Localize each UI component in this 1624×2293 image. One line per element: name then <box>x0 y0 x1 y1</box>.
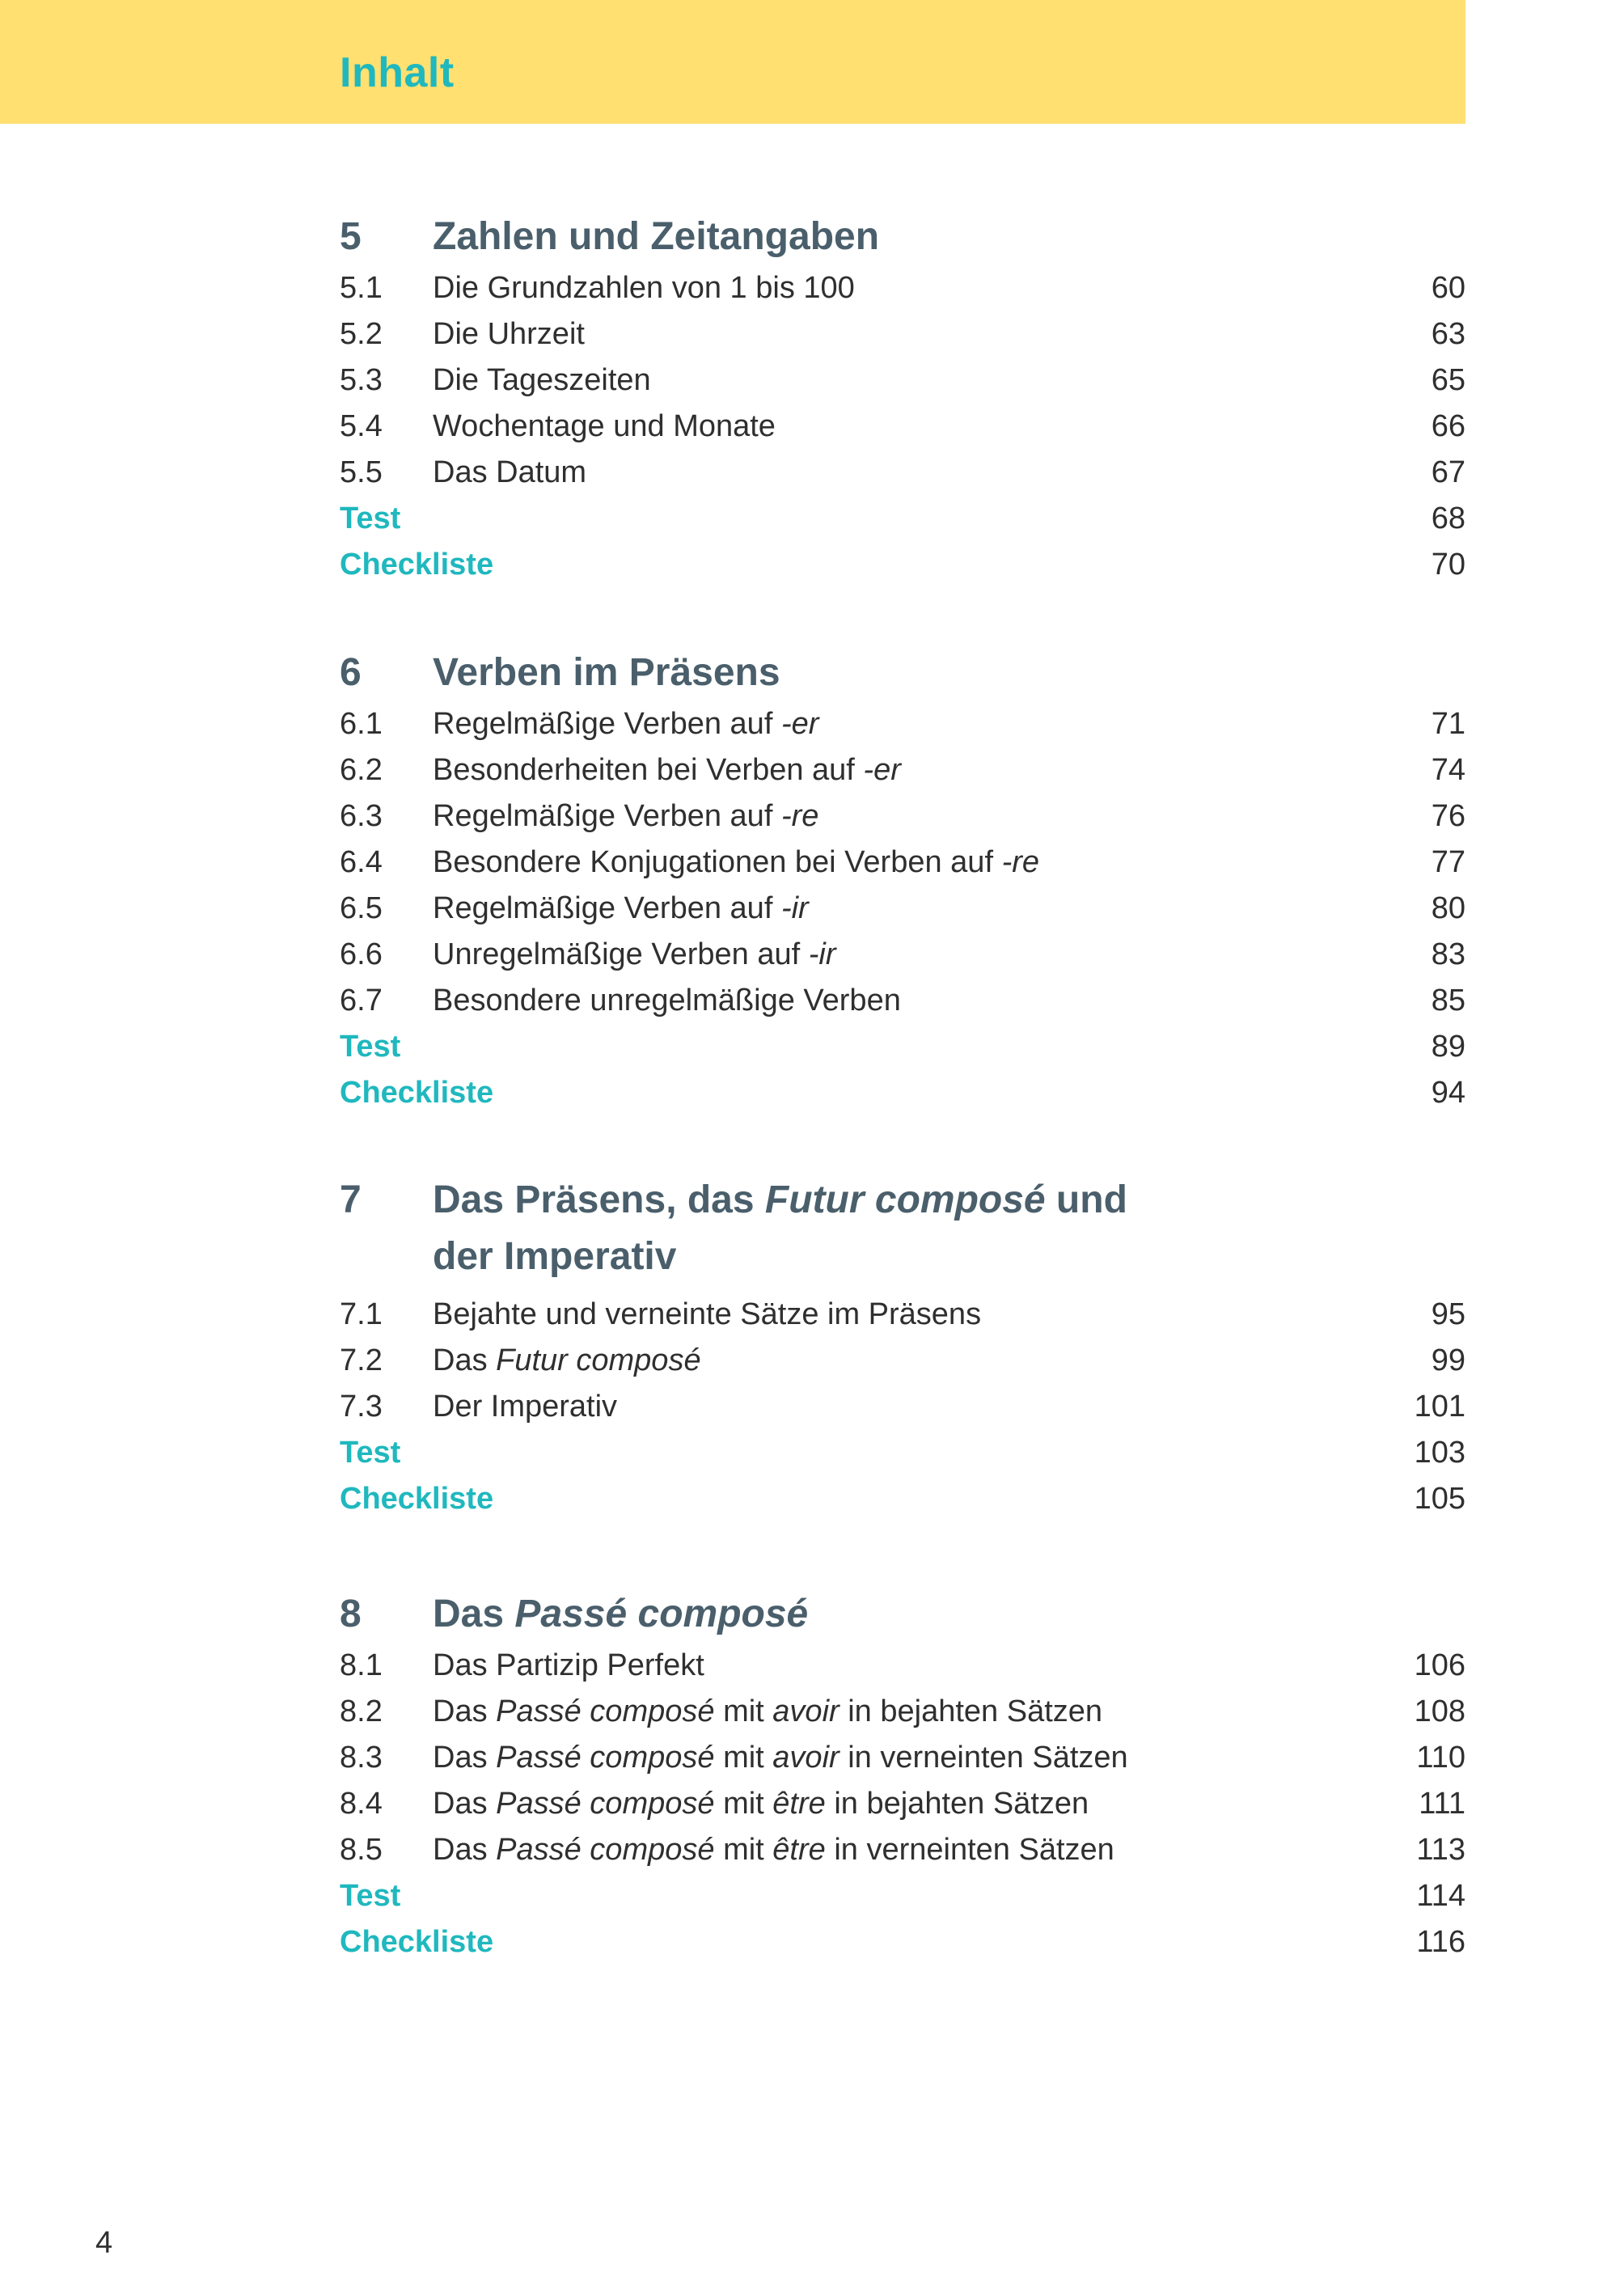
section-title: Das Datum <box>433 455 587 489</box>
page-ref: 63 <box>1431 317 1465 351</box>
section-number: 6.1 <box>340 707 383 741</box>
page-ref: 110 <box>1416 1741 1465 1775</box>
section-title: Bejahte und verneinte Sätze im Präsens <box>433 1297 982 1331</box>
section-number: 5.4 <box>340 409 383 443</box>
page-ref: 95 <box>1431 1297 1465 1331</box>
section-title: Regelmäßige Verben auf -ir <box>433 891 809 925</box>
toc-test-entry[interactable] <box>340 1024 1465 1070</box>
page-ref: 108 <box>1414 1694 1465 1728</box>
section-title: Besondere unregelmäßige Verben <box>433 984 901 1017</box>
section-number: 8.2 <box>340 1694 383 1728</box>
toc-entry[interactable] <box>340 357 1465 404</box>
page-ref: 60 <box>1431 271 1465 305</box>
toc-entry[interactable] <box>340 1827 1465 1873</box>
page-ref: 105 <box>1414 1482 1465 1516</box>
toc-entry[interactable] <box>340 701 1465 747</box>
section-number: 6.7 <box>340 984 383 1017</box>
section-number: 7.3 <box>340 1390 383 1424</box>
page-ref: 85 <box>1431 984 1465 1017</box>
section-title: Das Passé composé mit être in verneinten Sätzen <box>433 1833 1114 1867</box>
section-number: 8.4 <box>340 1787 383 1821</box>
page-ref: 74 <box>1431 753 1465 787</box>
page-ref: 94 <box>1431 1076 1465 1110</box>
toc-test-entry[interactable] <box>340 1873 1465 1919</box>
checklist-label: Checkliste <box>340 1076 494 1110</box>
toc-entry[interactable] <box>340 450 1465 496</box>
toc-entry[interactable] <box>340 932 1465 978</box>
page-ref: 66 <box>1431 409 1465 443</box>
page-ref: 71 <box>1431 707 1465 741</box>
toc-entry[interactable] <box>340 840 1465 886</box>
section-title: Der Imperativ <box>433 1390 618 1424</box>
section-number: 5.1 <box>340 271 383 305</box>
section-number: 8.1 <box>340 1648 383 1682</box>
section-number: 6.3 <box>340 799 383 833</box>
section-number: 8.5 <box>340 1833 383 1867</box>
section-title: Besondere Konjugationen bei Verben auf -re <box>433 845 1040 879</box>
chapter-5 <box>340 209 1465 588</box>
section-title: Die Tageszeiten <box>433 363 651 397</box>
section-number: 6.4 <box>340 845 383 879</box>
section-number: 5.5 <box>340 455 383 489</box>
section-number: 5.3 <box>340 363 383 397</box>
page-ref: 116 <box>1416 1925 1465 1959</box>
section-title: Regelmäßige Verben auf -re <box>433 799 819 833</box>
page-ref: 111 <box>1419 1787 1465 1821</box>
page-ref: 65 <box>1431 363 1465 397</box>
chapter-heading <box>340 209 1465 265</box>
section-title: Das Passé composé mit avoir in bejahten Sätzen <box>433 1694 1103 1728</box>
section-title: Das Passé composé mit être in bejahten Sätzen <box>433 1787 1089 1821</box>
toc-test-entry[interactable] <box>340 496 1465 542</box>
page-ref: 83 <box>1431 937 1465 971</box>
page-number: 4 <box>95 2226 113 2260</box>
chapter-title: Verben im Präsens <box>433 651 780 694</box>
page-ref: 68 <box>1431 501 1465 535</box>
page-ref: 101 <box>1414 1390 1465 1424</box>
chapter-8 <box>340 1586 1465 1965</box>
section-number: 7.2 <box>340 1343 383 1377</box>
chapter-number: 5 <box>340 215 362 258</box>
checklist-label: Checkliste <box>340 548 494 582</box>
section-title: Wochentage und Monate <box>433 409 776 443</box>
page-ref: 103 <box>1414 1436 1465 1470</box>
chapter-heading <box>340 1586 1465 1643</box>
section-title: Unregelmäßige Verben auf -ir <box>433 937 836 971</box>
toc-entry[interactable] <box>340 404 1465 450</box>
page-ref: 99 <box>1431 1343 1465 1377</box>
chapter-title: Das Passé composé <box>433 1593 809 1635</box>
page-ref: 70 <box>1431 548 1465 582</box>
header-bar <box>0 0 1465 124</box>
section-title: Besonderheiten bei Verben auf -er <box>433 753 901 787</box>
section-title: Das Futur composé <box>433 1343 701 1377</box>
page-ref: 113 <box>1416 1833 1465 1867</box>
chapter-number: 7 <box>340 1178 362 1221</box>
toc-entry[interactable] <box>340 886 1465 932</box>
toc-entry[interactable] <box>340 1338 1465 1384</box>
chapter-title: Das Präsens, das Futur composé und der Imperativ <box>433 1178 1127 1278</box>
section-number: 7.1 <box>340 1297 383 1331</box>
test-label: Test <box>340 1436 401 1470</box>
section-title: Das Passé composé mit avoir in verneinten Sätzen <box>433 1741 1128 1775</box>
chapter-6 <box>340 645 1465 1116</box>
page-ref: 89 <box>1431 1030 1465 1064</box>
section-number: 8.3 <box>340 1741 383 1775</box>
toc-test-entry[interactable] <box>340 1430 1465 1476</box>
checklist-label: Checkliste <box>340 1925 494 1959</box>
toc-checklist-entry[interactable] <box>340 1070 1465 1116</box>
section-title: Regelmäßige Verben auf -er <box>433 707 819 741</box>
page-ref: 114 <box>1416 1879 1465 1913</box>
toc-checklist-entry[interactable] <box>340 1919 1465 1965</box>
toc-entry[interactable] <box>340 1292 1465 1338</box>
test-label: Test <box>340 501 401 535</box>
toc-entry[interactable] <box>340 1689 1465 1735</box>
toc-entry[interactable] <box>340 978 1465 1024</box>
page-ref: 76 <box>1431 799 1465 833</box>
section-number: 6.2 <box>340 753 383 787</box>
chapter-heading <box>340 1172 1465 1285</box>
toc-entry[interactable] <box>340 1643 1465 1689</box>
page-ref: 67 <box>1431 455 1465 489</box>
toc-checklist-entry[interactable] <box>340 542 1465 588</box>
section-title: Die Grundzahlen von 1 bis 100 <box>433 271 855 305</box>
page-title: Inhalt <box>340 49 455 96</box>
chapter-7 <box>340 1172 1465 1522</box>
chapter-number: 6 <box>340 651 362 694</box>
section-title: Das Partizip Perfekt <box>433 1648 704 1682</box>
chapter-title: Zahlen und Zeitangaben <box>433 215 880 258</box>
page-ref: 80 <box>1431 891 1465 925</box>
checklist-label: Checkliste <box>340 1482 494 1516</box>
chapter-heading <box>340 645 1465 701</box>
section-number: 6.6 <box>340 937 383 971</box>
toc-entry[interactable] <box>340 265 1465 311</box>
toc-entry[interactable] <box>340 1781 1465 1827</box>
section-number: 6.5 <box>340 891 383 925</box>
toc-entry[interactable] <box>340 1735 1465 1781</box>
page-ref: 106 <box>1414 1648 1465 1682</box>
test-label: Test <box>340 1879 401 1913</box>
toc-entry[interactable] <box>340 1384 1465 1430</box>
chapter-number: 8 <box>340 1593 362 1635</box>
page-ref: 77 <box>1431 845 1465 879</box>
toc-entry[interactable] <box>340 311 1465 357</box>
section-title: Die Uhrzeit <box>433 317 585 351</box>
toc-checklist-entry[interactable] <box>340 1476 1465 1522</box>
toc-entry[interactable] <box>340 793 1465 840</box>
test-label: Test <box>340 1030 401 1064</box>
section-number: 5.2 <box>340 317 383 351</box>
toc-entry[interactable] <box>340 747 1465 793</box>
